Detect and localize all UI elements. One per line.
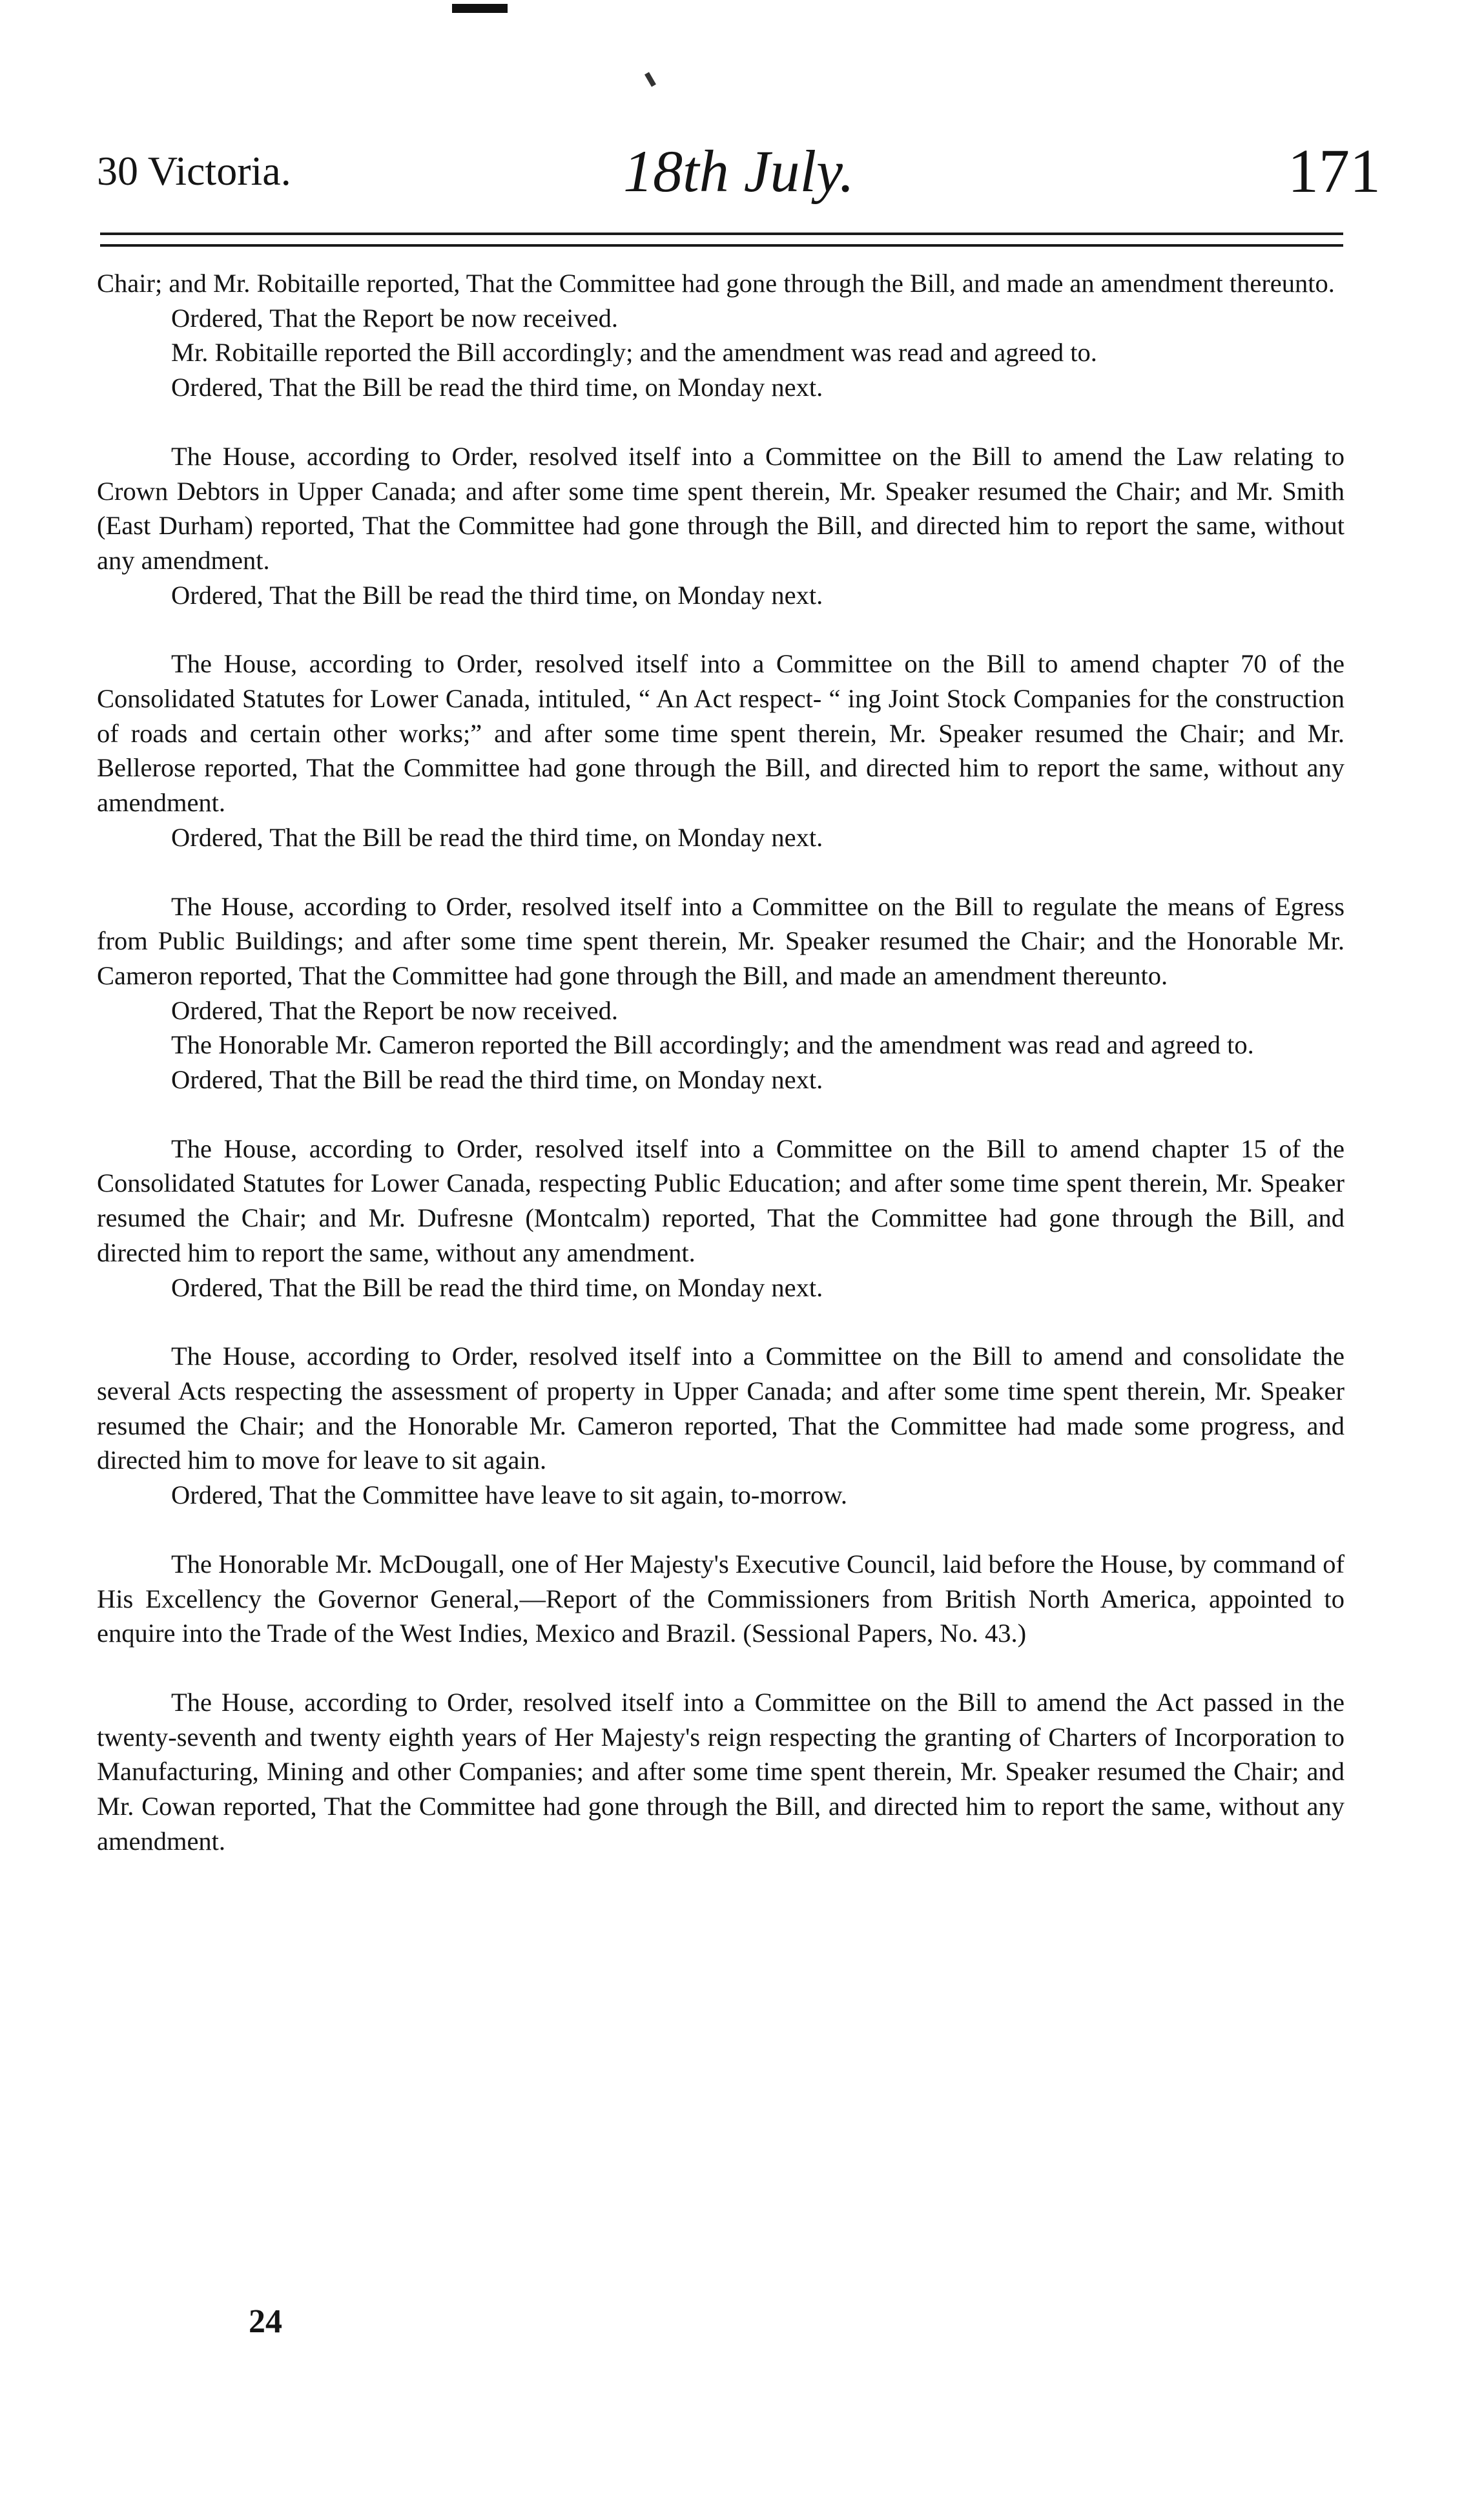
- paragraph-3: Mr. Robitaille reported the Bill accordingly; and the amendment was read and agreed to.: [171, 338, 1097, 368]
- header-rule-top: [100, 233, 1343, 235]
- paragraph-1: Chair; and Mr. Robitaille reported, That the Committee had gone through the Bill, and made an amendment thereunto.: [97, 269, 1335, 298]
- header-rule-bottom: [100, 244, 1343, 247]
- journal-body: [97, 266, 1345, 1858]
- session-label: 30 Victoria.: [97, 148, 291, 194]
- signature-mark: 24: [249, 2303, 282, 2340]
- paragraph-12: Ordered, That the Bill be read the third time, on Monday next.: [171, 1065, 823, 1095]
- paragraph-6: Ordered, That the Bill be read the third time, on Monday next.: [171, 580, 823, 610]
- page-number: 171: [1288, 136, 1381, 205]
- paragraph-16: Ordered, That the Committee have leave to sit again, to-morrow.: [171, 1480, 848, 1510]
- paragraph-4: Ordered, That the Bill be read the third time, on Monday next.: [171, 373, 823, 402]
- paragraph-5: The House, according to Order, resolved itself into a Committee on the Bill to amend the Law relating to Crown Debtors in Upper Canada; and after some time spent therein, Mr. Speaker resumed the Chair; and Mr. Smith (East Durham) reported, That the Committee had gone through the Bill, and directed him to report the same, without any amendment.: [97, 441, 1345, 575]
- paragraph-9: The House, according to Order, resolved itself into a Committee on the Bill to regulate the means of Egress from Public Buildings; and after some time spent therein, Mr. Speaker resumed the Chair; and the Honorable Mr. Cameron reported, That the Committee had gone through the Bill, and made an amendment thereunto.: [97, 891, 1345, 990]
- paragraph-10: Ordered, That the Report be now received.: [171, 995, 618, 1025]
- paragraph-7: The House, according to Order, resolved itself into a Committee on the Bill to amend chapter 70 of the Consolidated Statutes for Lower Canada, intituled, “ An Act respect- “ ing Joint Stock Companies for the construction of roads and certain other works;” and after some time spent therein, Mr. Speaker resumed the Chair; and Mr. Bellerose reported, That the Committee had gone through the Bill, and directed him to report the same, without any amendment.: [97, 649, 1345, 818]
- top-print-mark: [452, 4, 508, 13]
- date-heading-text: 18th July.: [623, 138, 854, 204]
- paragraph-18: The House, according to Order, resolved itself into a Committee on the Bill to amend the Act passed in the twenty-seventh and twenty eighth years of Her Majesty's reign respecting the granting of Charters of Incorporation to Manufacturing, Mining and other Companies; and after some time spent therein, Mr. Speaker resumed the Chair; and Mr. Cowan reported, That the Committee had gone through the Bill, and directed him to report the same, without any amendment.: [97, 1687, 1345, 1856]
- paragraph-17: The Honorable Mr. McDougall, one of Her Majesty's Executive Council, laid before the House, by command of His Excellency the Governor General,—Report of the Commissioners from British North America, appointed to enquire into the Trade of the West Indies, Mexico and Brazil. (Sessional Papers, No. 43.): [97, 1549, 1345, 1648]
- paragraph-11: The Honorable Mr. Cameron reported the Bill accordingly; and the amendment was read and agreed to.: [171, 1030, 1254, 1060]
- paragraph-13: The House, according to Order, resolved itself into a Committee on the Bill to amend chapter 15 of the Consolidated Statutes for Lower Canada, respecting Public Education; and after some time spent therein, Mr. Speaker resumed the Chair; and Mr. Dufresne (Montcalm) reported, That the Committee had gone through the Bill, and directed him to report the same, without any amendment.: [97, 1134, 1345, 1267]
- date-heading: [97, 136, 1381, 207]
- paragraph-2: Ordered, That the Report be now received.: [171, 303, 618, 333]
- paragraph-14: Ordered, That the Bill be read the third time, on Monday next.: [171, 1272, 823, 1302]
- paragraph-8: Ordered, That the Bill be read the third time, on Monday next.: [171, 822, 823, 852]
- print-speck: [644, 72, 656, 87]
- paragraph-15: The House, according to Order, resolved itself into a Committee on the Bill to amend and consolidate the several Acts respecting the assessment of property in Upper Canada; and after some time spent therein, Mr. Speaker resumed the Chair; and the Honorable Mr. Cameron reported, That the Committee had made some progress, and directed him to move for leave to sit again.: [97, 1341, 1345, 1475]
- page-header: [97, 136, 1381, 207]
